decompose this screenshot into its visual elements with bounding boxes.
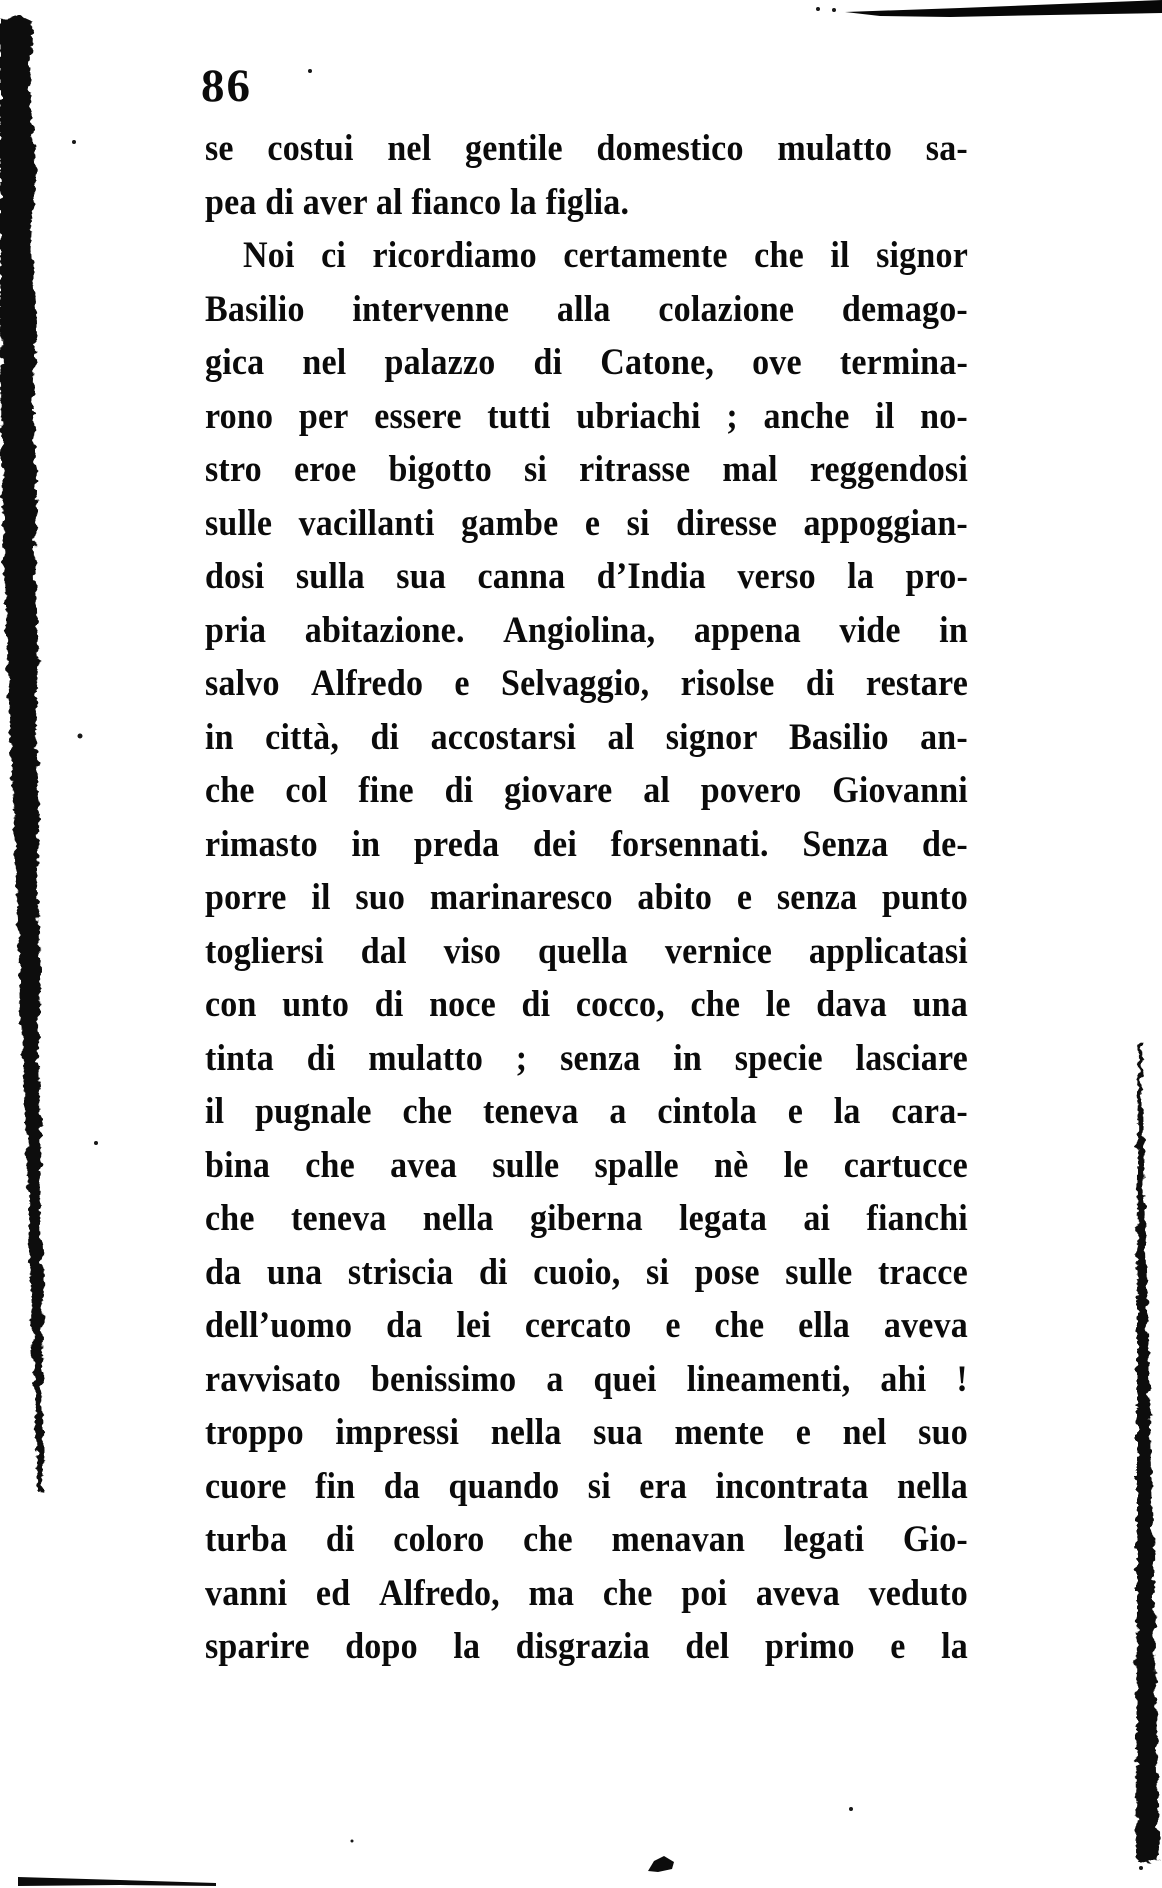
text-line: troppo impressi nella sua mente e nel suo: [205, 1412, 968, 1453]
text-line: Basilio intervenne alla colazione demago-: [205, 288, 968, 330]
text-line: pria abitazione. Angiolina, appena vide in: [205, 609, 968, 651]
text-line: sulle vacillanti gambe e si diresse appoggian-: [205, 502, 968, 544]
text-line: vanni ed Alfredo, ma che poi aveva veduto: [205, 1572, 968, 1614]
text-line: bina che avea sulle spalle nè le cartucce: [205, 1144, 968, 1186]
text-line: ravvisato benissimo a quei lineamenti, ahi !: [205, 1358, 968, 1400]
right-edge-wedge-artifact: [1136, 1040, 1159, 1863]
top-right-rule-artifact: [845, 0, 1162, 17]
text-line: il pugnale che teneva a cintola e la cara-: [205, 1091, 968, 1132]
page-text: [205, 122, 968, 1674]
text-line: Noi ci ricordiamo certamente che il signor: [243, 235, 968, 276]
text-line: sparire dopo la disgrazia del primo e la: [205, 1626, 968, 1667]
bottom-left-streak-artifact: [18, 1877, 216, 1886]
text-line: che col fine di giovare al povero Giovanni: [205, 770, 968, 811]
text-line: rimasto in preda dei forsennati. Senza de-: [205, 823, 968, 865]
text-line: togliersi dal viso quella vernice applicatasi: [205, 930, 968, 972]
text-line: turba di coloro che menavan legati Gio-: [205, 1519, 968, 1560]
text-line: se costui nel gentile domestico mulatto sa-: [205, 128, 968, 169]
text-line: che teneva nella giberna legata ai fianchi: [205, 1198, 968, 1239]
text-line: salvo Alfredo e Selvaggio, risolse di restare: [205, 663, 968, 704]
text-line: dosi sulla sua canna d’India verso la pro-: [205, 556, 968, 597]
text-line: rono per essere tutti ubriachi ; anche il no-: [205, 395, 968, 437]
text-line: tinta di mulatto ; senza in specie lasciare: [205, 1037, 968, 1079]
text-line: stro eroe bigotto si ritrasse mal reggendosi: [205, 449, 968, 490]
left-binding-smudge-artifact: [0, 16, 44, 1492]
text-line: dell’uomo da lei cercato e che ella aveva: [205, 1305, 968, 1346]
text-line: porre il suo marinaresco abito e senza punto: [205, 877, 968, 918]
text-line: pea di aver al fianco la figlia.: [205, 181, 630, 223]
ink-blob-artifact: [648, 1856, 674, 1872]
text-line: in città, di accostarsi al signor Basilio an-: [205, 716, 968, 758]
text-line: gica nel palazzo di Catone, ove termina-: [205, 342, 968, 383]
page-number: 86: [201, 60, 252, 112]
text-line: da una striscia di cuoio, si pose sulle tracce: [205, 1251, 968, 1293]
text-line: con unto di noce di cocco, che le dava una: [205, 984, 968, 1025]
text-line: cuore fin da quando si era incontrata nella: [205, 1465, 968, 1507]
